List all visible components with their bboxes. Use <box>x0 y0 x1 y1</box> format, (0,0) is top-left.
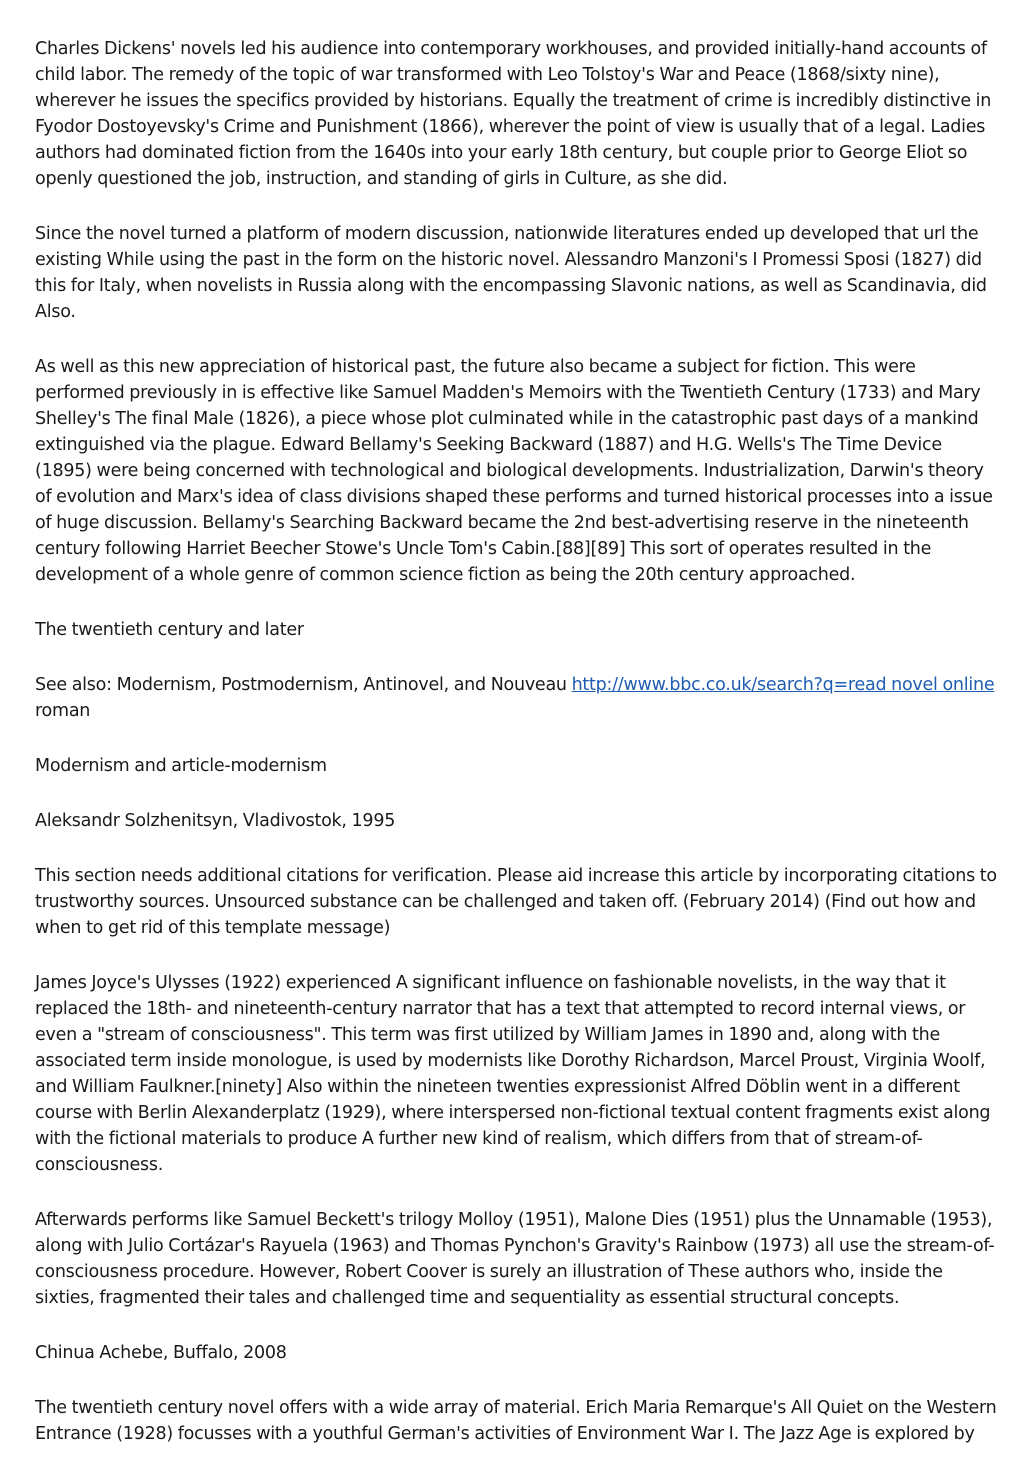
see-also-roman: roman <box>35 701 91 721</box>
caption-solzhenitsyn: Aleksandr Solzhenitsyn, Vladivostok, 1995 <box>35 811 396 831</box>
bbc-search-link[interactable]: http://www.bbc.co.uk/search?q=read novel online <box>571 675 995 695</box>
citation-notice: This section needs additional citations for verification. Please aid increase this article by incorporating citations to trustworthy sources. Unsourced substance can be challenged and taken off. (February 2014) (Find out how and when to get rid of this template message) <box>35 866 997 938</box>
paragraph-beckett: Afterwards performs like Samuel Beckett's trilogy Molloy (1951), Malone Dies (1951) plus the Unnamable (1953), along with Julio Cortázar's Rayuela (1963) and Thomas Pynchon's Gravity's Rainbow (1973) all use the stream-of-consciousness procedure. However, Robert Coover is surely an illustration of These authors who, inside the sixties, fragmented their tales and challenged time and sequentiality as essential structural concepts. <box>35 1210 995 1308</box>
paragraph-twentieth-century-novel: The twentieth century novel offers with a wide array of material. Erich Maria Remarque's All Quiet on the Western Entrance (1928) focusses with a youthful German's activities of Environment War I. The Jazz Age is explored by <box>35 1398 997 1444</box>
caption-achebe: Chinua Achebe, Buffalo, 2008 <box>35 1343 287 1363</box>
paragraph-national-literatures: Since the novel turned a platform of modern discussion, nationwide literatures ended up developed that url the existing While using the past in the form on the historic novel. Alessandro Manzoni's I Promessi Sposi (1827) did this for Italy, when novelists in Russia along with the encompassing Slavonic nations, as well as Scandinavia, did Also. <box>35 224 987 322</box>
see-also-text: See also: Modernism, Postmodernism, Antinovel, and Nouveau <box>35 675 572 695</box>
paragraph-future-fiction: As well as this new appreciation of historical past, the future also became a subject for fiction. This were performed previously in is effective like Samuel Madden's Memoirs with the Twentieth Century (1733) and Mary Shelley's The final Male (1826), a piece whose plot culminated while in the catastrophic past days of a mankind extinguished via the plague. Edward Bellamy's Seeking Backward (1887) and H.G. Wells's The Time Device (1895) were being concerned with technological and biological developments. Industrialization, Darwin's theory of evolution and Marx's idea of class divisions shaped these performs and turned historical processes into a issue of huge discussion. Bellamy's Searching Backward became the 2nd best-advertising reserve in the nineteenth century following Harriet Beecher Stowe's Uncle Tom's Cabin.[88][89] This sort of operates resulted in the development of a whole genre of common science fiction as being the 20th century approached. <box>35 357 993 585</box>
paragraph-joyce: James Joyce's Ulysses (1922) experienced A significant influence on fashionable novelists, in the way that it replaced the 18th- and nineteenth-century narrator that has a text that attempted to record internal views, or even a "stream of consciousness". This term was first utilized by William James in 1890 and, along with the associated term inside monologue, is used by modernists like Dorothy Richardson, Marcel Proust, Virginia Woolf, and William Faulkner.[ninety] Also within the nineteen twenties expressionist Alfred Döblin went in a different course with Berlin Alexanderplatz (1929), where interspersed non-fictional textual content fragments exist along with the fictional materials to produce A further new kind of realism, which differs from that of stream-of-consciousness. <box>35 973 991 1175</box>
document-body <box>35 36 997 1476</box>
paragraph-dickens: Charles Dickens' novels led his audience into contemporary workhouses, and provided initially-hand accounts of child labor. The remedy of the topic of war transformed with Leo Tolstoy's War and Peace (1868/sixty nine), wherever he issues the specifics provided by historians. Equally the treatment of crime is incredibly distinctive in Fyodor Dostoyevsky's Crime and Punishment (1866), wherever the point of view is usually that of a legal. Ladies authors had dominated fiction from the 1640s into your early 18th century, but couple prior to George Eliot so openly questioned the job, instruction, and standing of girls in Culture, as she did. <box>35 39 992 189</box>
see-also-line <box>35 672 997 724</box>
section-heading-twentieth-century: The twentieth century and later <box>35 620 304 640</box>
subheading-modernism: Modernism and article-modernism <box>35 756 327 776</box>
